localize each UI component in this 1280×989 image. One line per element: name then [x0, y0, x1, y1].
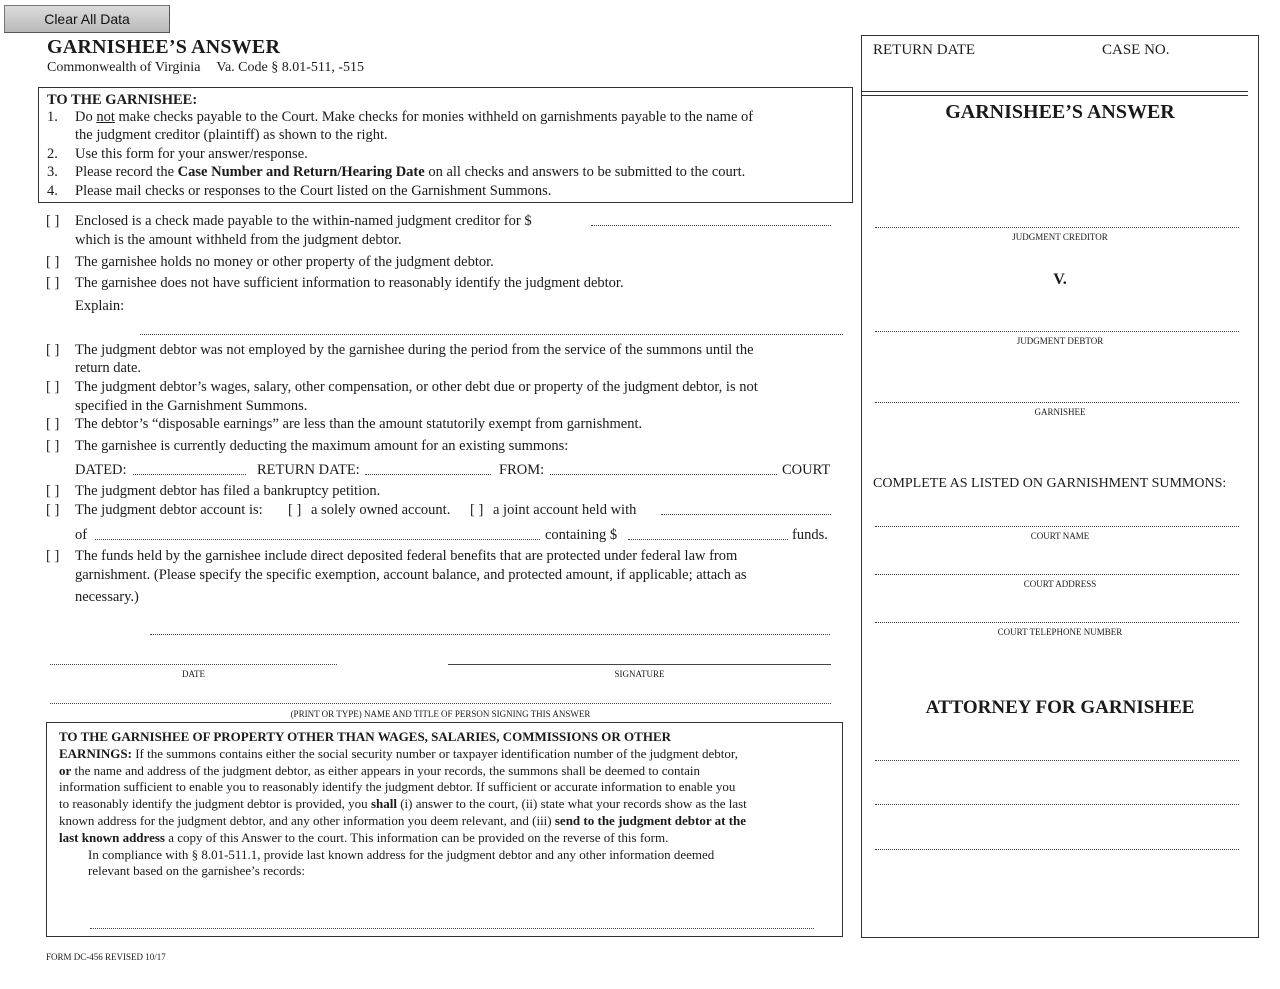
divider: [862, 91, 1248, 92]
divider: [862, 95, 1248, 96]
return-date-label: RETURN DATE:: [257, 462, 360, 478]
checkbox-insufficient-info[interactable]: [ ]: [46, 275, 60, 291]
checkbox-deducting[interactable]: [ ]: [46, 438, 60, 454]
explain-field[interactable]: [140, 334, 843, 335]
attorney-line-field[interactable]: [875, 760, 1239, 761]
checkbox-bankruptcy[interactable]: [ ]: [46, 483, 60, 499]
attorney-title: ATTORNEY FOR GARNISHEE: [925, 697, 1195, 718]
from-label: FROM:: [499, 462, 545, 478]
court-phone-field[interactable]: [875, 622, 1239, 623]
clear-all-data-button[interactable]: Clear All Data: [4, 5, 170, 33]
judgment-creditor-caption: JUDGMENT CREDITOR: [1012, 232, 1108, 242]
account-of-field[interactable]: [95, 539, 540, 540]
containing-amount-field[interactable]: [628, 539, 788, 540]
form-subtitle: [47, 60, 380, 76]
judgment-debtor-caption: JUDGMENT DEBTOR: [1016, 336, 1104, 346]
checkbox-disposable[interactable]: [ ]: [46, 416, 60, 432]
date-field[interactable]: [50, 664, 337, 665]
dated-label: DATED:: [75, 462, 127, 478]
instruction-text: the judgment creditor (plaintiff) as shown to the right.: [75, 127, 388, 143]
checkbox-not-specified[interactable]: [ ]: [46, 379, 60, 395]
instructions-heading: TO THE GARNISHEE:: [47, 92, 198, 108]
federal-details-field[interactable]: [150, 634, 830, 635]
date-caption: DATE: [182, 669, 205, 679]
state-label: Commonwealth of Virginia: [47, 60, 201, 75]
signature-field[interactable]: [448, 664, 831, 665]
court-address-field[interactable]: [875, 574, 1239, 575]
checkbox-no-money[interactable]: [ ]: [46, 254, 60, 270]
instruction-number: 1.: [47, 109, 58, 125]
checkbox-not-employed[interactable]: [ ]: [46, 342, 60, 358]
instruction-text: Use this form for your answer/response.: [75, 146, 308, 162]
option-federal-label: necessary.): [75, 589, 139, 605]
joint-account-label: a joint account held with: [493, 502, 637, 518]
instruction-text: Please record the Case Number and Return/Hearing Date on all checks and answers to be submitted to the court.: [75, 164, 746, 180]
option-not-specified-label: The judgment debtor’s wages, salary, other compensation, or other debt due or property of the judgment debtor, is not: [75, 379, 758, 395]
court-label: COURT: [782, 462, 831, 478]
option-federal-label: The funds held by the garnishee include direct deposited federal benefits that are protected under federal law from: [75, 548, 738, 564]
checkbox-joint-account[interactable]: [ ]: [470, 502, 484, 518]
dated-field[interactable]: [133, 474, 246, 475]
option-account-label: The judgment debtor account is:: [75, 502, 263, 518]
option-deducting-label: The garnishee is currently deducting the maximum amount for an existing summons:: [75, 438, 569, 454]
option-not-employed-label: The judgment debtor was not employed by the garnishee during the period from the service of the summons until the: [75, 342, 754, 358]
form-id: FORM DC-456 REVISED 10/17: [46, 952, 166, 962]
option-not-specified-label: specified in the Garnishment Summons.: [75, 398, 308, 414]
joint-holder-field[interactable]: [661, 514, 831, 515]
option-not-employed-label: return date.: [75, 360, 142, 376]
option-federal-label: garnishment. (Please specify the specific exemption, account balance, and protected amount, if applicable; attach as: [75, 567, 747, 583]
court-name-field[interactable]: [875, 526, 1239, 527]
court-name-caption: COURT NAME: [1030, 531, 1090, 541]
checkbox-enclosed-check[interactable]: [ ]: [46, 213, 60, 229]
funds-label: funds.: [792, 527, 828, 543]
signer-name-field[interactable]: [50, 703, 831, 704]
judgment-creditor-field[interactable]: [875, 227, 1239, 228]
panel-title: GARNISHEE’S ANSWER: [945, 101, 1175, 123]
judgment-debtor-field[interactable]: [875, 331, 1239, 332]
versus-label: V.: [1053, 271, 1067, 288]
instruction-number: 3.: [47, 164, 58, 180]
court-address-caption: COURT ADDRESS: [1023, 579, 1097, 589]
signer-name-caption: (PRINT OR TYPE) NAME AND TITLE OF PERSON SIGNING THIS ANSWER: [290, 709, 591, 719]
enclosed-amount-field[interactable]: [591, 225, 831, 226]
option-enclosed-label: which is the amount withheld from the judgment debtor.: [75, 232, 402, 248]
complete-note: COMPLETE AS LISTED ON GARNISHMENT SUMMONS:: [873, 476, 1227, 491]
last-known-address-field[interactable]: [90, 928, 814, 929]
code-citation: Va. Code § 8.01-511, -515: [216, 60, 365, 75]
account-of-label: of: [75, 527, 88, 543]
solely-owned-label: a solely owned account.: [311, 502, 451, 518]
from-court-field[interactable]: [550, 474, 777, 475]
instruction-text: Please mail checks or responses to the Court listed on the Garnishment Summons.: [75, 183, 552, 199]
garnishee-field[interactable]: [875, 402, 1239, 403]
option-enclosed-label: Enclosed is a check made payable to the within-named judgment creditor for $: [75, 213, 532, 229]
attorney-line-field[interactable]: [875, 849, 1239, 850]
option-no-money-label: The garnishee holds no money or other property of the judgment debtor.: [75, 254, 494, 270]
instruction-number: 4.: [47, 183, 58, 199]
option-disposable-label: The debtor’s “disposable earnings” are less than the amount statutorily exempt from garnishment.: [75, 416, 643, 432]
court-phone-caption: COURT TELEPHONE NUMBER: [997, 627, 1123, 637]
instruction-text: Do not make checks payable to the Court. Make checks for monies withheld on garnishments payable to the name of: [75, 109, 754, 125]
checkbox-federal-benefits[interactable]: [ ]: [46, 548, 60, 564]
case-no-heading: CASE NO.: [1102, 42, 1170, 58]
explain-label: Explain:: [75, 298, 125, 314]
checkbox-account[interactable]: [ ]: [46, 502, 60, 518]
option-insufficient-label: The garnishee does not have sufficient information to reasonably identify the judgment debtor.: [75, 275, 624, 291]
attorney-line-field[interactable]: [875, 804, 1239, 805]
return-date-field[interactable]: [365, 474, 491, 475]
form-title: GARNISHEE’S ANSWER: [47, 36, 281, 58]
containing-label: containing $: [545, 527, 618, 543]
garnishee-caption: GARNISHEE: [1034, 407, 1086, 417]
signature-caption: SIGNATURE: [614, 669, 665, 679]
instruction-number: 2.: [47, 146, 58, 162]
return-date-heading: RETURN DATE: [873, 42, 976, 58]
notice-text: TO THE GARNISHEE OF PROPERTY OTHER THAN WAGES, SALARIES, COMMISSIONS OR OTHER EARNINGS: If the summons contains either the social security number or taxpayer identification number of the judgment debtor, or the name and address of the judgment debtor, as either appears in your records, the summons shall be deemed to contain information sufficient to enable you to reasonably identify the judgment debtor. If sufficient or accurate information to enable you to reasonably identify the judgment debtor is provided, you shall (i) answer to the court, (ii) state what your records show as the last known address for the judgment debtor, and any other information you deem relevant, and (iii) send to the judgment debtor at the last known address a copy of this Answer to the court. This information can be provided on the reverse of this form. In compliance with § 8.01-511.1, provide last known address for the judgment debtor and any other information deemed relevant based on the garnishee’s records:: [59, 729, 747, 879]
checkbox-solely-owned[interactable]: [ ]: [288, 502, 302, 518]
option-bankruptcy-label: The judgment debtor has filed a bankruptcy petition.: [75, 483, 381, 499]
